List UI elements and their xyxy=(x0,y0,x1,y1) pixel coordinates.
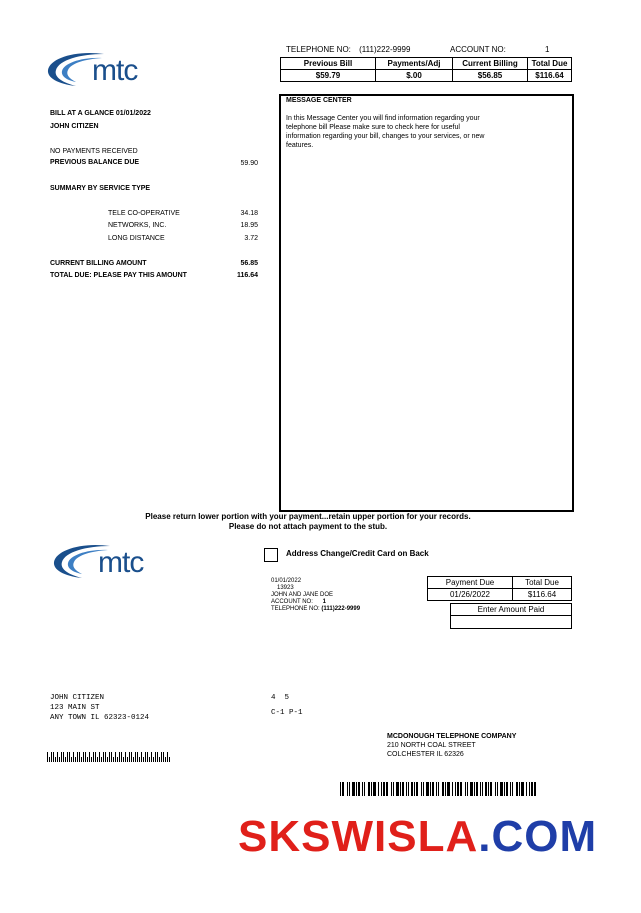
barcode-bar xyxy=(510,782,511,796)
postal-barcode xyxy=(47,752,171,762)
barcode-bar xyxy=(490,782,492,796)
stub-names: JOHN AND JANE DOE xyxy=(271,592,334,598)
current-billing-label: CURRENT BILLING AMOUNT xyxy=(50,260,147,267)
barcode-bar xyxy=(61,752,62,762)
watermark xyxy=(238,812,597,862)
barcode-bar xyxy=(342,782,344,796)
barcode-bar xyxy=(423,782,424,796)
total-due-header: Total Due xyxy=(513,577,572,589)
message-line: In this Message Center you will find information regarding your xyxy=(286,115,480,122)
barcode-bar xyxy=(480,782,481,796)
stub-date: 01/01/2022 xyxy=(271,578,302,584)
service-label-networks: NETWORKS, INC. xyxy=(108,222,167,229)
barcode-bar xyxy=(129,752,130,762)
logo-text: mtc xyxy=(92,54,138,87)
col-current-billing: Current Billing xyxy=(453,58,528,70)
header-telephone xyxy=(286,45,410,54)
barcode-bar xyxy=(455,782,456,796)
val-total-due: $116.64 xyxy=(528,70,572,82)
barcode-bar xyxy=(135,752,136,762)
watermark-part2: COM xyxy=(491,812,598,861)
barcode-bar xyxy=(488,782,489,796)
barcode-bar xyxy=(371,782,372,796)
barcode-bar xyxy=(408,782,409,796)
barcode-bar xyxy=(519,782,520,796)
summary-title: SUMMARY BY SERVICE TYPE xyxy=(50,185,151,192)
stub-total-due-value: $116.64 xyxy=(513,589,572,601)
watermark-dot: . xyxy=(478,812,492,861)
barcode-bar xyxy=(504,782,505,796)
barcode-bar xyxy=(356,782,357,796)
prev-balance-value: 59.90 xyxy=(240,160,258,167)
barcode-bar xyxy=(340,782,341,796)
stub-code: 13923 xyxy=(277,585,294,591)
barcode-bar xyxy=(111,752,112,762)
no-payments: NO PAYMENTS RECEIVED xyxy=(50,148,138,155)
barcode-bar xyxy=(362,782,363,796)
barcode-bar xyxy=(161,752,162,762)
barcode-bar xyxy=(512,782,513,796)
barcode-bar xyxy=(141,752,142,762)
return-notice-line1: Please return lower portion with your payment...retain upper portion for your records. xyxy=(145,512,471,521)
payment-due-value: 01/26/2022 xyxy=(428,589,513,601)
barcode-bar xyxy=(506,782,508,796)
barcode-bar xyxy=(400,782,401,796)
barcode-bar xyxy=(67,752,68,762)
enter-amount-table xyxy=(450,603,572,629)
total-due-label: TOTAL DUE: PLEASE PAY THIS AMOUNT xyxy=(50,272,187,279)
stub-telephone-value: (111)222-9999 xyxy=(321,606,361,612)
total-due-value: 116.64 xyxy=(236,272,258,279)
barcode-bar xyxy=(119,752,120,762)
barcode-bar xyxy=(482,782,483,796)
barcode-bar xyxy=(105,752,106,762)
barcode-bar xyxy=(143,757,144,762)
barcode-bar xyxy=(123,757,124,762)
barcode-bar xyxy=(500,782,503,796)
watermark-part1: SKSWISLA xyxy=(238,812,479,861)
barcode-bar xyxy=(485,782,487,796)
glance-title: BILL AT A GLANCE 01/01/2022 xyxy=(50,110,151,117)
barcode-bar xyxy=(414,782,415,796)
val-previous-bill: $59.79 xyxy=(281,70,376,82)
barcode-bar xyxy=(71,757,72,762)
account-label: ACCOUNT NO: xyxy=(450,45,506,54)
col-previous-bill: Previous Bill xyxy=(281,58,376,70)
stub-account-label: ACCOUNT NO: xyxy=(271,599,313,605)
message-line: information regarding your bill, changes to your services, or new xyxy=(286,133,485,140)
stub-telephone-label: TELEPHONE NO: xyxy=(271,606,320,612)
enter-amount-field[interactable] xyxy=(451,616,572,629)
barcode-bar xyxy=(113,757,114,762)
barcode-bar xyxy=(163,752,164,762)
barcode-bar xyxy=(347,782,348,796)
barcode-bar xyxy=(117,757,118,762)
mailing-code1: 4 5 xyxy=(271,694,290,702)
barcode-bar xyxy=(79,752,80,762)
barcode-bar xyxy=(516,782,518,796)
remit-street: 210 NORTH COAL STREET xyxy=(387,742,476,749)
barcode-bar xyxy=(474,782,475,796)
barcode-bar xyxy=(157,752,158,762)
barcode-bar xyxy=(85,752,86,762)
remit-company: MCDONOUGH TELEPHONE COMPANY xyxy=(387,733,517,740)
barcode-bar xyxy=(386,782,388,796)
barcode-bar xyxy=(145,752,146,762)
company-logo xyxy=(46,50,156,90)
barcode-bar xyxy=(137,752,138,762)
barcode-bar xyxy=(165,757,166,762)
barcode-bar xyxy=(470,782,473,796)
barcode-bar xyxy=(75,757,76,762)
return-notice-line2: Please do not attach payment to the stub. xyxy=(228,522,388,531)
barcode-bar xyxy=(396,782,399,796)
prev-balance-label: PREVIOUS BALANCE DUE xyxy=(50,159,140,166)
barcode-bar xyxy=(51,752,52,762)
address-change-checkbox[interactable] xyxy=(264,548,278,562)
service-label-long-distance: LONG DISTANCE xyxy=(108,235,165,242)
barcode-bar xyxy=(95,752,96,762)
barcode-bar xyxy=(83,752,84,762)
service-label-tele: TELE CO-OPERATIVE xyxy=(108,210,180,217)
message-line: telephone bill Please make sure to check here for useful xyxy=(286,124,460,131)
payment-due-header: Payment Due xyxy=(428,577,513,589)
barcode-bar xyxy=(465,782,466,796)
barcode-bar xyxy=(115,752,116,762)
mailing-line: JOHN CITIZEN xyxy=(50,694,105,702)
remit-city: COLCHESTER IL 62326 xyxy=(387,751,464,758)
barcode-bar xyxy=(155,752,156,762)
message-center-body xyxy=(286,114,484,150)
current-billing-value: 56.85 xyxy=(240,260,258,267)
telephone-label: TELEPHONE NO: xyxy=(286,45,351,54)
barcode-bar xyxy=(452,782,453,796)
barcode-bar xyxy=(349,782,350,796)
barcode-bar xyxy=(81,757,82,762)
barcode-bar xyxy=(97,757,98,762)
barcode-bar xyxy=(406,782,407,796)
barcode-bar xyxy=(63,752,64,762)
barcode-bar xyxy=(438,782,439,796)
telephone-value: (111)222-9999 xyxy=(359,45,411,54)
barcode-bar xyxy=(529,782,530,796)
barcode-bar xyxy=(55,757,56,762)
barcode-bar xyxy=(421,782,422,796)
mailing-line: ANY TOWN IL 62323-0124 xyxy=(50,714,150,722)
barcode-bar xyxy=(47,752,48,762)
stub-account xyxy=(271,599,360,606)
barcode-bar xyxy=(139,757,140,762)
barcode-bar xyxy=(534,782,536,796)
stub-details xyxy=(271,578,360,613)
barcode-bar xyxy=(411,782,413,796)
barcode-bar xyxy=(49,757,50,762)
barcode-bar xyxy=(121,752,122,762)
barcode-bar xyxy=(167,752,168,762)
message-line: features. xyxy=(286,142,314,149)
stub-payment-table xyxy=(427,576,572,601)
barcode-bar xyxy=(442,782,444,796)
barcode-bar xyxy=(147,752,148,762)
barcode-bar xyxy=(393,782,394,796)
barcode-bar xyxy=(426,782,429,796)
barcode-bar xyxy=(109,752,110,762)
stub-company-logo xyxy=(52,542,162,582)
barcode-bar xyxy=(125,752,126,762)
message-center-box xyxy=(279,94,574,512)
barcode-bar xyxy=(358,782,360,796)
enter-amount-label: Enter Amount Paid xyxy=(451,604,572,616)
barcode-bar xyxy=(391,782,392,796)
barcode-bar xyxy=(445,782,446,796)
stub-account-value: 1 xyxy=(322,599,326,605)
barcode-bar xyxy=(153,757,154,762)
barcode-bar xyxy=(89,752,90,762)
val-payments-adj: $.00 xyxy=(376,70,453,82)
barcode-bar xyxy=(476,782,478,796)
barcode-bar xyxy=(531,782,533,796)
barcode-bar xyxy=(467,782,468,796)
glance-name: JOHN CITIZEN xyxy=(50,123,99,130)
barcode-bar xyxy=(53,752,54,762)
col-total-due: Total Due xyxy=(528,58,572,70)
barcode-bar xyxy=(364,782,365,796)
remit-address xyxy=(387,732,516,759)
barcode-bar xyxy=(77,752,78,762)
barcode-bar xyxy=(65,757,66,762)
barcode-bar xyxy=(87,757,88,762)
barcode-bar xyxy=(149,757,150,762)
service-value-tele: 34.18 xyxy=(240,210,258,217)
summary-table xyxy=(280,57,572,82)
barcode-bar xyxy=(378,782,379,796)
barcode-bar xyxy=(131,752,132,762)
stub-telephone xyxy=(271,606,360,613)
barcode-bar xyxy=(497,782,498,796)
scan-barcode xyxy=(340,782,539,796)
val-current-billing: $56.85 xyxy=(453,70,528,82)
barcode-bar xyxy=(381,782,382,796)
barcode-bar xyxy=(430,782,431,796)
barcode-bar xyxy=(352,782,355,796)
barcode-bar xyxy=(93,752,94,762)
barcode-bar xyxy=(91,757,92,762)
account-value: 1 xyxy=(545,45,550,54)
barcode-bar xyxy=(521,782,524,796)
service-value-long-distance: 3.72 xyxy=(244,235,258,242)
barcode-bar xyxy=(495,782,496,796)
barcode-bar xyxy=(402,782,404,796)
header-account xyxy=(450,45,506,54)
col-payments-adj: Payments/Adj xyxy=(376,58,453,70)
summary-table-header xyxy=(281,58,572,70)
barcode-bar xyxy=(457,782,459,796)
barcode-bar xyxy=(416,782,418,796)
barcode-bar xyxy=(159,757,160,762)
message-center-title: MESSAGE CENTER xyxy=(286,97,352,104)
barcode-bar xyxy=(526,782,527,796)
address-change-label: Address Change/Credit Card on Back xyxy=(286,549,429,558)
barcode-bar xyxy=(57,752,58,762)
barcode-bar xyxy=(169,757,170,762)
summary-table-values xyxy=(281,70,572,82)
barcode-bar xyxy=(383,782,385,796)
barcode-bar xyxy=(99,752,100,762)
barcode-bar xyxy=(368,782,370,796)
barcode-bar xyxy=(69,752,70,762)
mailing-code2: C-1 P-1 xyxy=(271,709,303,717)
mailing-line: 123 MAIN ST xyxy=(50,704,100,712)
barcode-bar xyxy=(73,752,74,762)
barcode-bar xyxy=(133,757,134,762)
barcode-bar xyxy=(432,782,434,796)
logo-text: mtc xyxy=(98,546,144,579)
barcode-bar xyxy=(101,757,102,762)
barcode-bar xyxy=(436,782,437,796)
barcode-bar xyxy=(59,757,60,762)
barcode-bar xyxy=(460,782,462,796)
barcode-bar xyxy=(151,752,152,762)
barcode-bar xyxy=(373,782,376,796)
barcode-bar xyxy=(107,757,108,762)
barcode-bar xyxy=(447,782,450,796)
barcode-bar xyxy=(127,757,128,762)
service-value-networks: 18.95 xyxy=(240,222,258,229)
barcode-bar xyxy=(103,752,104,762)
mailing-address xyxy=(50,693,149,723)
